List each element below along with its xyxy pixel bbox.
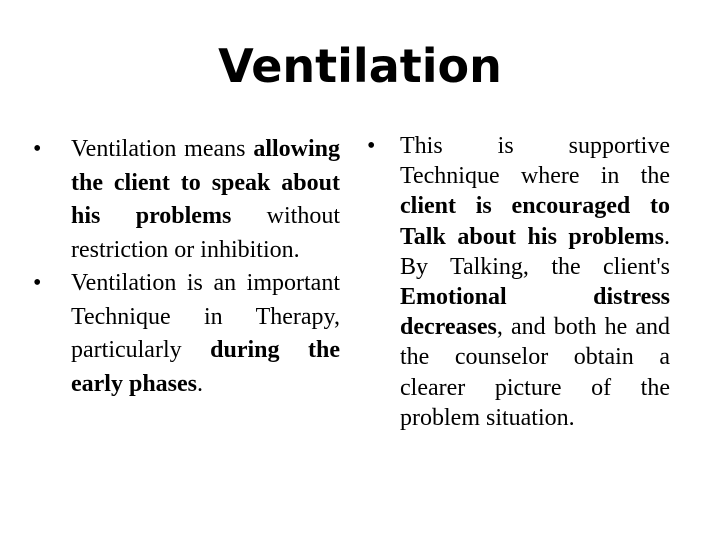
left-column [30, 133, 340, 401]
bullet-text: without restriction or inhibition. [71, 203, 340, 263]
bullet-item [30, 133, 340, 267]
bullet-text: . [197, 370, 203, 397]
bullet-text: This is supportive Technique where in the [400, 133, 670, 190]
bullet-text-bold: client is encouraged to Talk about his problems [400, 193, 670, 250]
bullet-item [364, 131, 670, 433]
bullet-text-bold: Emotional distress decreases [400, 284, 670, 341]
bullet-text: Ventilation is an important Technique in Therapy, particularly [71, 270, 340, 363]
bullet-text-bold: during the early phases [71, 337, 340, 397]
bullet-text-bold: allowing the client to speak about his problems [71, 136, 340, 229]
bullet-item [30, 267, 340, 401]
right-column [364, 131, 670, 433]
slide-title: Ventilation [218, 39, 502, 93]
bullet-text: Ventilation means [71, 136, 254, 162]
bullet-text: . By Talking, the client's [400, 223, 670, 280]
bullet-text: , and both he and the counselor obtain a clearer picture of the problem situation. [400, 314, 670, 431]
